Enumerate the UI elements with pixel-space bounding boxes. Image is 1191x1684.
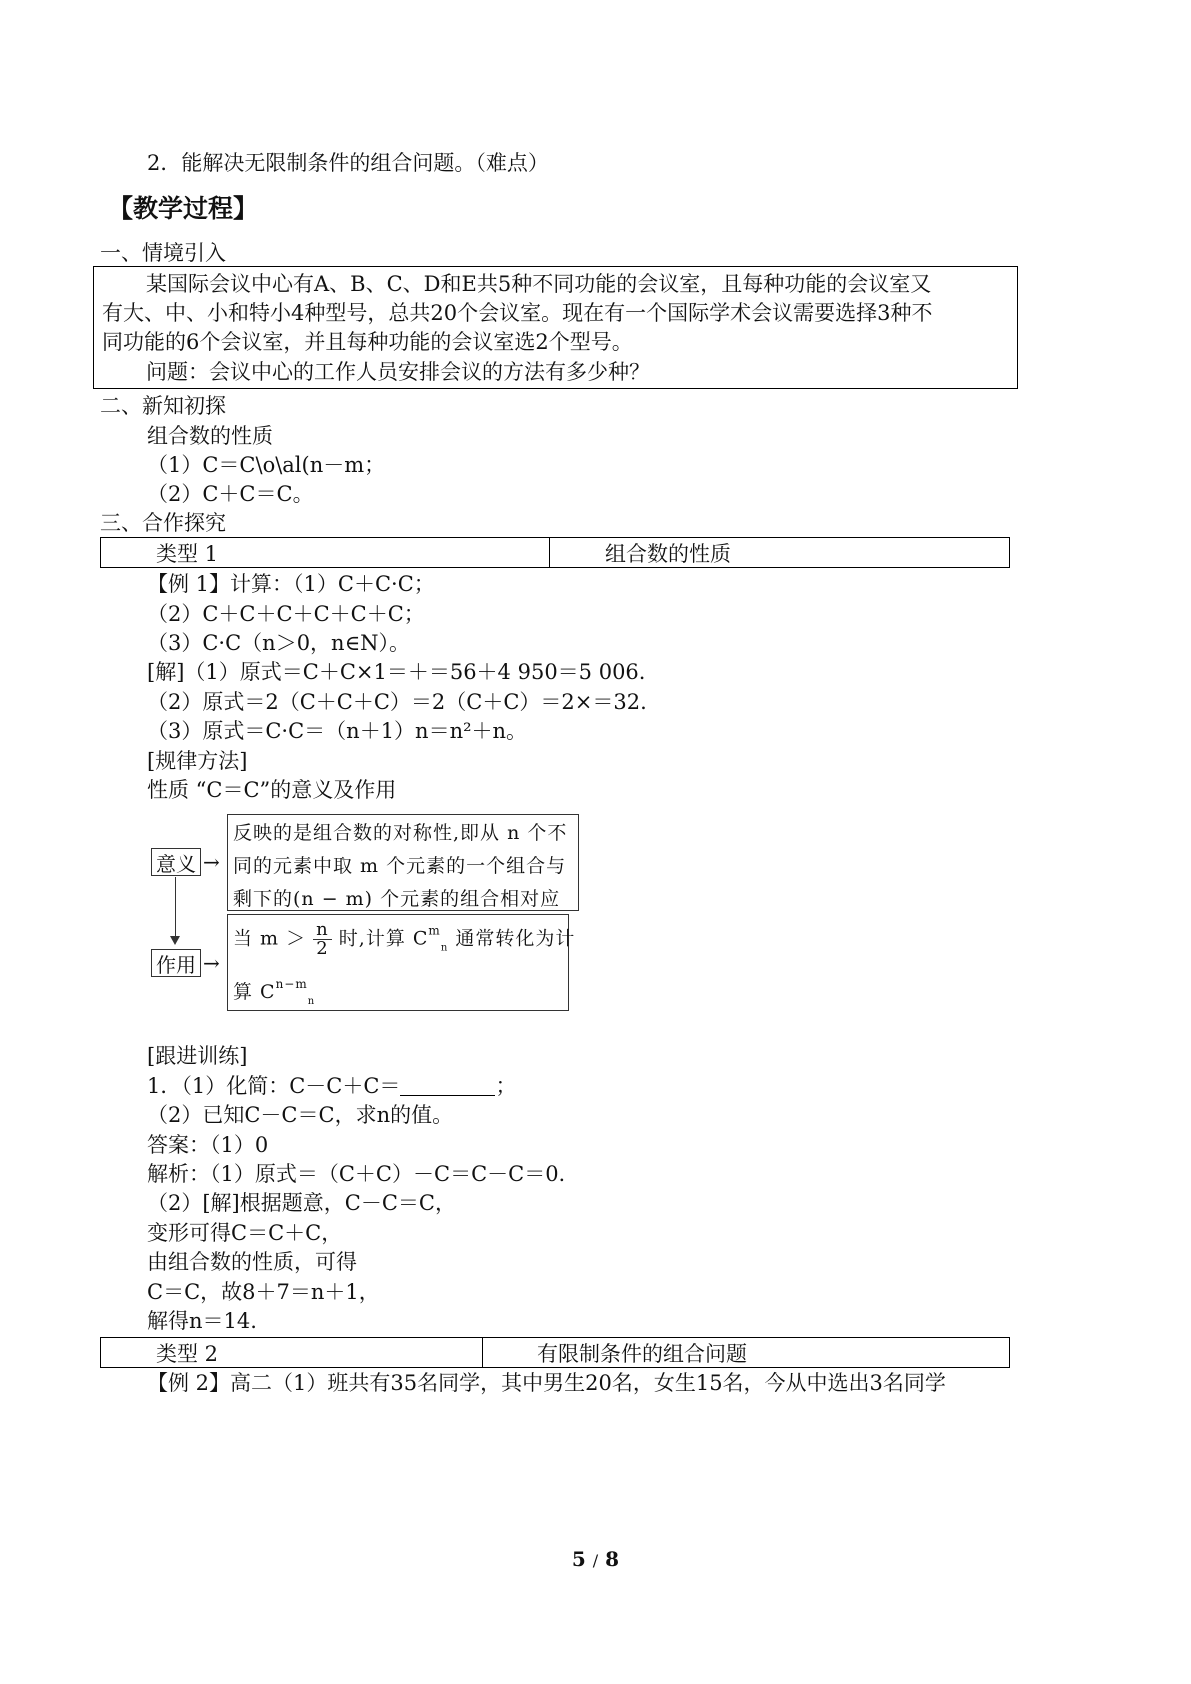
analysis-line: C＝C，故8＋7＝n＋1， [147, 1280, 380, 1304]
property-2: （2）C＋C＝C。 [147, 482, 314, 506]
example1-question: （3）C·C（n＞0，n∈N）。 [147, 631, 411, 655]
analysis-line: 解得n＝14. [147, 1309, 257, 1333]
usage-text-part: 通常转化为计 [455, 927, 576, 950]
arrow-right-icon: → [203, 850, 220, 874]
example1-solution: （2）原式＝2（C＋C＋C）＝2（C＋C）＝2×＝32. [147, 690, 647, 714]
practice-heading: [跟进训练] [147, 1044, 248, 1068]
practice-question-suffix: ； [495, 1074, 517, 1098]
analysis-line: 由组合数的性质，可得 [147, 1250, 357, 1274]
type2-title: 有限制条件的组合问题 [537, 1341, 747, 1366]
usage-text-part: 算 C [233, 981, 276, 1003]
scenario-question: 问题：会议中心的工作人员安排会议的方法有多少种？ [146, 360, 650, 384]
table-divider [482, 1338, 483, 1367]
usage-text-part: 时,计算 C [338, 927, 429, 950]
usage-text [233, 921, 575, 958]
page-total: 8 [605, 1547, 620, 1571]
section-heading: 【教学过程】 [108, 194, 259, 223]
answer-blank [400, 1075, 495, 1096]
fraction-denominator: 2 [316, 938, 329, 959]
page-current: 5 [571, 1547, 586, 1571]
property-1: （1）C＝C\o\al(n－m； [147, 453, 386, 477]
superscript: m [428, 923, 441, 938]
subscript: n [307, 996, 316, 1007]
meaning-text: 剩下的(n − m) 个元素的组合相对应 [233, 888, 561, 910]
meaning-text: 同的元素中取 m 个元素的一个组合与 [233, 855, 567, 877]
page-number [0, 1547, 1191, 1571]
usage-text [233, 977, 315, 1007]
part3-title: 三、合作探究 [100, 511, 226, 535]
table-divider [549, 538, 550, 567]
type1-table [100, 537, 1010, 568]
usage-label: 作用 [151, 949, 201, 977]
fraction [313, 921, 332, 958]
fraction-numerator: n [313, 921, 332, 940]
goal-line: 2．能解决无限制条件的组合问题。（难点） [147, 151, 549, 175]
scenario-box [93, 266, 1018, 389]
scenario-line: 有大、中、小和特小4种型号，总共20个会议室。现在有一个国际学术会议需要选择3种不 [102, 301, 933, 325]
page-separator: / [592, 1551, 599, 1570]
method-caption: 性质 “C＝C”的意义及作用 [147, 778, 397, 802]
type1-label: 类型 1 [156, 541, 219, 566]
part1-title: 一、情境引入 [100, 241, 226, 265]
answer-line: 答案：（1）0 [147, 1133, 269, 1157]
superscript: n−m [275, 977, 308, 991]
method-heading: [规律方法] [147, 749, 248, 773]
meaning-label: 意义 [151, 848, 201, 876]
example1-solution: （3）原式＝C·C＝（n＋1）n＝n²＋n。 [147, 719, 528, 743]
part2-subtitle: 组合数的性质 [147, 424, 273, 448]
part2-title: 二、新知初探 [100, 394, 226, 418]
practice-question-text: 1．（1）化简：C－C＋C＝ [147, 1074, 401, 1098]
arrow-down-icon [175, 877, 176, 943]
example2-question: 【例 2】高二（1）班共有35名同学，其中男生20名，女生15名，今从中选出3名同学 [147, 1371, 946, 1395]
practice-question [147, 1073, 516, 1099]
meaning-text: 反映的是组合数的对称性,即从 n 个不 [233, 822, 568, 844]
example1-question: 【例 1】计算：（1）C＋C·C； [147, 572, 435, 596]
subscript: n [440, 942, 449, 954]
arrow-right-icon: → [203, 951, 220, 975]
scenario-line: 同功能的6个会议室，并且每种功能的会议室选2个型号。 [102, 330, 633, 354]
type2-label: 类型 2 [156, 1341, 219, 1366]
meaning-box [227, 814, 579, 911]
scenario-line: 某国际会议中心有A、B、C、D和E共5种不同功能的会议室，且每种功能的会议室又 [146, 272, 932, 296]
analysis-line: 解析：（1）原式＝（C＋C）－C＝C－C＝0. [147, 1162, 566, 1186]
example1-question: （2）C＋C＋C＋C＋C＋C； [147, 602, 425, 626]
example1-solution: [解]（1）原式＝C＋C×1＝＋＝56＋4 950＝5 006. [147, 660, 646, 684]
practice-question: （2）已知C－C＝C，求n的值。 [147, 1103, 454, 1127]
usage-text-part: 当 m ＞ [233, 927, 307, 950]
analysis-line: 变形可得C＝C＋C， [147, 1221, 343, 1245]
type1-title: 组合数的性质 [605, 541, 731, 566]
type2-table [100, 1337, 1010, 1368]
usage-box [227, 914, 576, 1011]
analysis-line: （2）[解]根据题意，C－C＝C， [147, 1191, 456, 1215]
